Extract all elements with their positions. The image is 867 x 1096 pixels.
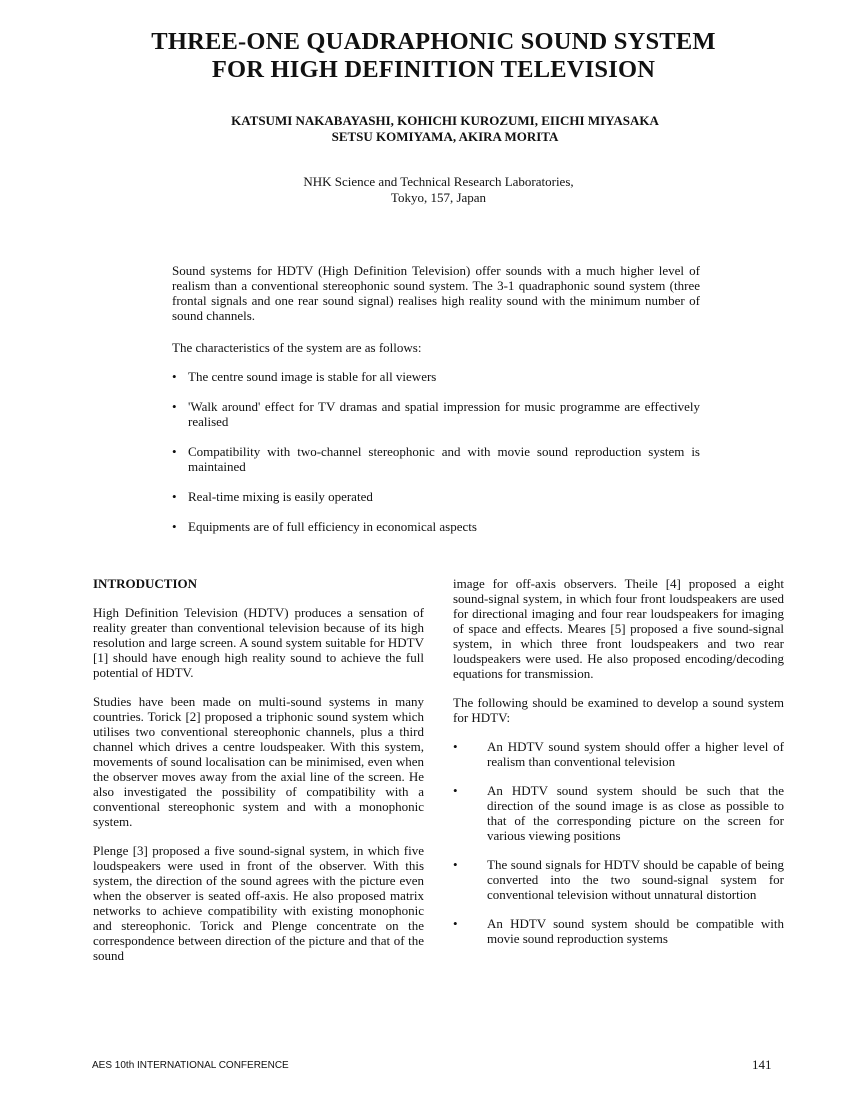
requirements-list (453, 739, 784, 946)
list-item-text: An HDTV sound system should be compatible with movie sound reproduction systems (487, 916, 784, 946)
bullet-icon: • (172, 399, 177, 414)
bullet-icon: • (453, 916, 458, 931)
body-paragraph: The following should be examined to develop a sound system for HDTV: (453, 695, 784, 725)
list-item-text: An HDTV sound system should be such that the direction of the sound image is as close as possible to that of the corresponding picture on the screen for various viewing positions (487, 783, 784, 843)
paper-title (0, 28, 867, 84)
list-item (172, 489, 700, 504)
list-item-text: Equipments are of full efficiency in economical aspects (188, 519, 477, 534)
bullet-icon: • (453, 857, 458, 872)
right-column (453, 576, 784, 960)
list-item (453, 857, 784, 902)
body-paragraph: image for off-axis observers. Theile [4] proposed a eight sound-signal system, in which four front loudspeakers are used for directional imaging and four rear loudspeakers for imaging of space and effects. Meares [5] proposed a five sound-signal system, in which three front loudspeakers and two rear loudspeakers were used. He also proposed encoding/decoding equations for transmission. (453, 576, 784, 681)
footer-conference: AES 10th INTERNATIONAL CONFERENCE (92, 1060, 289, 1071)
bullet-icon: • (453, 783, 458, 798)
left-column (93, 576, 424, 977)
page-number: 141 (752, 1057, 772, 1072)
authors-line-1: KATSUMI NAKABAYASHI, KOHICHI KUROZUMI, EIICHI MIYASAKA (231, 113, 659, 128)
bullet-icon: • (172, 489, 177, 504)
body-paragraph: High Definition Television (HDTV) produces a sensation of reality greater than conventional television because of its high resolution and large screen. A sound system suitable for HDTV [1] should have enough high reality sound to achieve the full potential of HDTV. (93, 605, 424, 680)
list-item-text: Real-time mixing is easily operated (188, 489, 373, 504)
characteristics-list (172, 369, 700, 534)
affiliation-line-1: NHK Science and Technical Research Laboratories, (303, 174, 574, 189)
list-item (172, 399, 700, 429)
list-item-text: The centre sound image is stable for all viewers (188, 369, 437, 384)
abstract (172, 263, 700, 549)
author-list (0, 113, 867, 145)
bullet-icon: • (172, 369, 177, 384)
body-paragraph: Studies have been made on multi-sound systems in many countries. Torick [2] proposed a triphonic sound system which utilises two conventional stereophonic channels, plus a third channel which drives a centre loudspeaker. With this system, movements of sound localisation can be minimised, even when the observer moves away from the axial line of the screen. He also investigated the possibility of compatibility with a conventional stereophonic system and with a monophonic system. (93, 694, 424, 829)
bullet-icon: • (453, 739, 458, 754)
bullet-icon: • (172, 444, 177, 459)
list-item-text: 'Walk around' effect for TV dramas and spatial impression for music programme are effectively realised (188, 399, 700, 429)
abstract-paragraph: Sound systems for HDTV (High Definition Television) offer sounds with a much higher level of realism than a conventional stereophonic sound system. The 3-1 quadraphonic sound system (three frontal signals and one rear sound signal) realises high reality sound with the minimum number of sound channels. (172, 263, 700, 323)
title-line-1: THREE-ONE QUADRAPHONIC SOUND SYSTEM (151, 28, 716, 55)
section-heading-introduction: INTRODUCTION (93, 576, 198, 591)
affiliation-line-2: Tokyo, 157, Japan (390, 189, 487, 205)
title-line-2: FOR HIGH DEFINITION TELEVISION (211, 56, 656, 83)
list-item (453, 916, 784, 946)
list-item (172, 369, 700, 384)
list-item (453, 783, 784, 843)
list-item (172, 519, 700, 534)
abstract-lead: The characteristics of the system are as follows: (172, 340, 422, 355)
list-item-text: Compatibility with two-channel stereophonic and with movie sound reproduction system is maintained (188, 444, 700, 474)
bullet-icon: • (172, 519, 177, 534)
list-item (172, 444, 700, 474)
list-item-text: An HDTV sound system should offer a higher level of realism than conventional television (487, 739, 784, 769)
list-item (453, 739, 784, 769)
affiliation (0, 174, 867, 205)
list-item-text: The sound signals for HDTV should be capable of being converted into the two sound-signal system for conventional television without unnatural distortion (487, 857, 784, 902)
body-paragraph: Plenge [3] proposed a five sound-signal system, in which five loudspeakers were used in front of the observer. With this system, the direction of the sound agrees with the picture even when the observer is seated off-axis. He also proposed matrix networks to achieve compatibility with existing monophonic and stereophonic. Torick and Plenge concentrate on the correspondence between direction of the picture and that of the sound (93, 843, 424, 963)
authors-line-2: SETSU KOMIYAMA, AKIRA MORITA (331, 129, 559, 144)
